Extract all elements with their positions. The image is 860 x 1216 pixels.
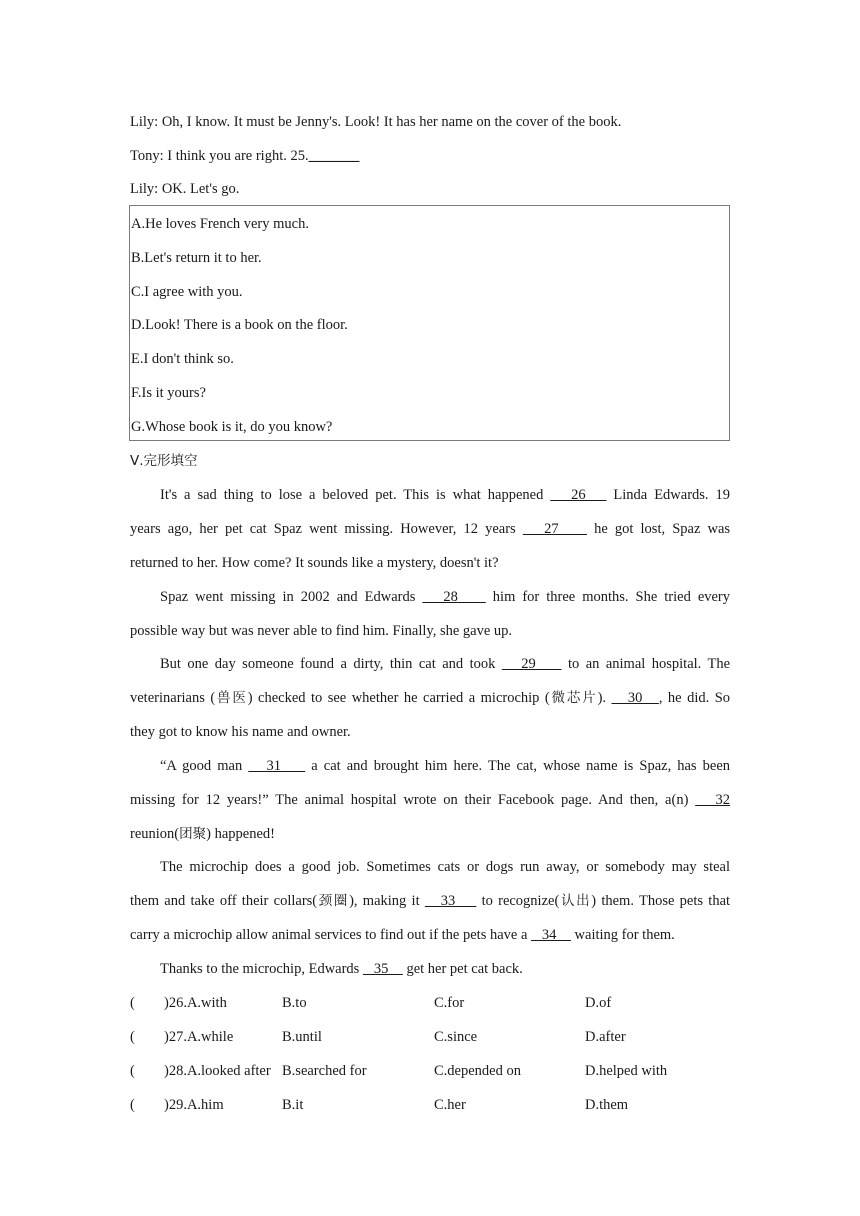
passage-line: missing for 12 years!” The animal hospital wrote on their Facebook page. And then, a(n) 32 xyxy=(130,792,731,808)
passage-line: possible way but was never able to find him. Finally, she gave up. xyxy=(130,623,513,639)
answer-paren[interactable]: ( xyxy=(130,1063,135,1079)
passage-line: returned to her. How come? It sounds like a mystery, doesn't it? xyxy=(130,555,499,571)
option-d: D.after xyxy=(585,1029,626,1045)
blank-33[interactable]: 33 xyxy=(424,893,477,909)
option-g: G.Whose book is it, do you know? xyxy=(131,419,333,435)
option-e: E.I don't think so. xyxy=(131,351,234,367)
passage-line: The microchip does a good job. Sometimes cats or dogs run away, or somebody may steal xyxy=(160,859,730,875)
dialogue-line-tony xyxy=(130,147,730,165)
option-a: A.He loves French very much. xyxy=(131,216,309,232)
answer-paren[interactable]: ( xyxy=(130,995,135,1011)
option-b: B.to xyxy=(282,995,307,1011)
passage-line: carry a microchip allow animal services to find out if the pets have a 34 waiting for them. xyxy=(130,927,675,943)
option-c: C.depended on xyxy=(434,1063,521,1079)
passage-line: But one day someone found a dirty, thin cat and took 29 to an animal hospital. The xyxy=(160,656,731,672)
option-b: B.searched for xyxy=(282,1063,367,1079)
blank-30[interactable]: 30 xyxy=(611,690,659,706)
passage-line: “A good man 31 a cat and brought him here. The cat, whose name is Spaz, has been xyxy=(160,758,731,774)
blank-29[interactable]: 29 xyxy=(501,656,562,672)
passage-line: reunion(团聚) happened! xyxy=(130,826,275,842)
passage-line: Thanks to the microchip, Edwards 35 get her pet cat back. xyxy=(160,961,523,977)
passage-line: they got to know his name and owner. xyxy=(130,724,351,740)
option-d: D.Look! There is a book on the floor. xyxy=(131,317,348,333)
dialogue-line-lily-1: Lily: Oh, I know. It must be Jenny's. Look! It has her name on the cover of the book. xyxy=(130,114,622,130)
option-b: B.Let's return it to her. xyxy=(131,250,262,266)
blank-31[interactable]: 31 xyxy=(248,758,306,774)
question-number: )29.A.him xyxy=(164,1097,224,1113)
option-d: D.them xyxy=(585,1097,629,1113)
passage-line: them and take off their collars(颈圈), making it 33 to recognize(认出) them. Those pets that xyxy=(130,893,731,909)
blank-26[interactable]: 26 xyxy=(550,487,607,503)
blank-28[interactable]: 28 xyxy=(422,589,486,605)
passage-line: veterinarians (兽医) checked to see whether he carried a microchip (微芯片). 30 , he did. So xyxy=(130,690,731,706)
option-c: C.her xyxy=(434,1097,466,1113)
option-d: D.of xyxy=(585,995,612,1011)
question-number: )26.A.with xyxy=(164,995,227,1011)
dialogue-tony-text: Tony: I think you are right. 25. xyxy=(130,148,309,164)
option-d: D.helped with xyxy=(585,1063,668,1079)
passage-line: It's a sad thing to lose a beloved pet. This is what happened 26 Linda Edwards. 19 xyxy=(160,487,731,503)
passage-line: Spaz went missing in 2002 and Edwards 28 him for three months. She tried every xyxy=(160,589,731,605)
question-number: )27.A.while xyxy=(164,1029,234,1045)
blank-34[interactable]: 34 xyxy=(531,927,571,943)
dialogue-line-lily-2: Lily: OK. Let's go. xyxy=(130,181,240,197)
option-b: B.until xyxy=(282,1029,322,1045)
option-f: F.Is it yours? xyxy=(131,385,206,401)
section-title: Ⅴ.完形填空 xyxy=(130,453,198,469)
passage-line: years ago, her pet cat Spaz went missing. However, 12 years 27 he got lost, Spaz was xyxy=(130,521,731,537)
blank-35[interactable]: 35 xyxy=(362,961,403,977)
answer-paren[interactable]: ( xyxy=(130,1097,135,1113)
option-c: C.for xyxy=(434,995,465,1011)
option-c: C.since xyxy=(434,1029,478,1045)
answer-paren[interactable]: ( xyxy=(130,1029,135,1045)
option-b: B.it xyxy=(282,1097,304,1113)
blank-32[interactable]: 32 xyxy=(695,792,731,808)
options-box xyxy=(129,205,730,441)
question-number: )28.A.looked after xyxy=(164,1063,271,1079)
blank-27[interactable]: 27 xyxy=(522,521,587,537)
answer-blank-25[interactable]: _______ xyxy=(308,148,360,164)
option-c: C.I agree with you. xyxy=(131,284,243,300)
